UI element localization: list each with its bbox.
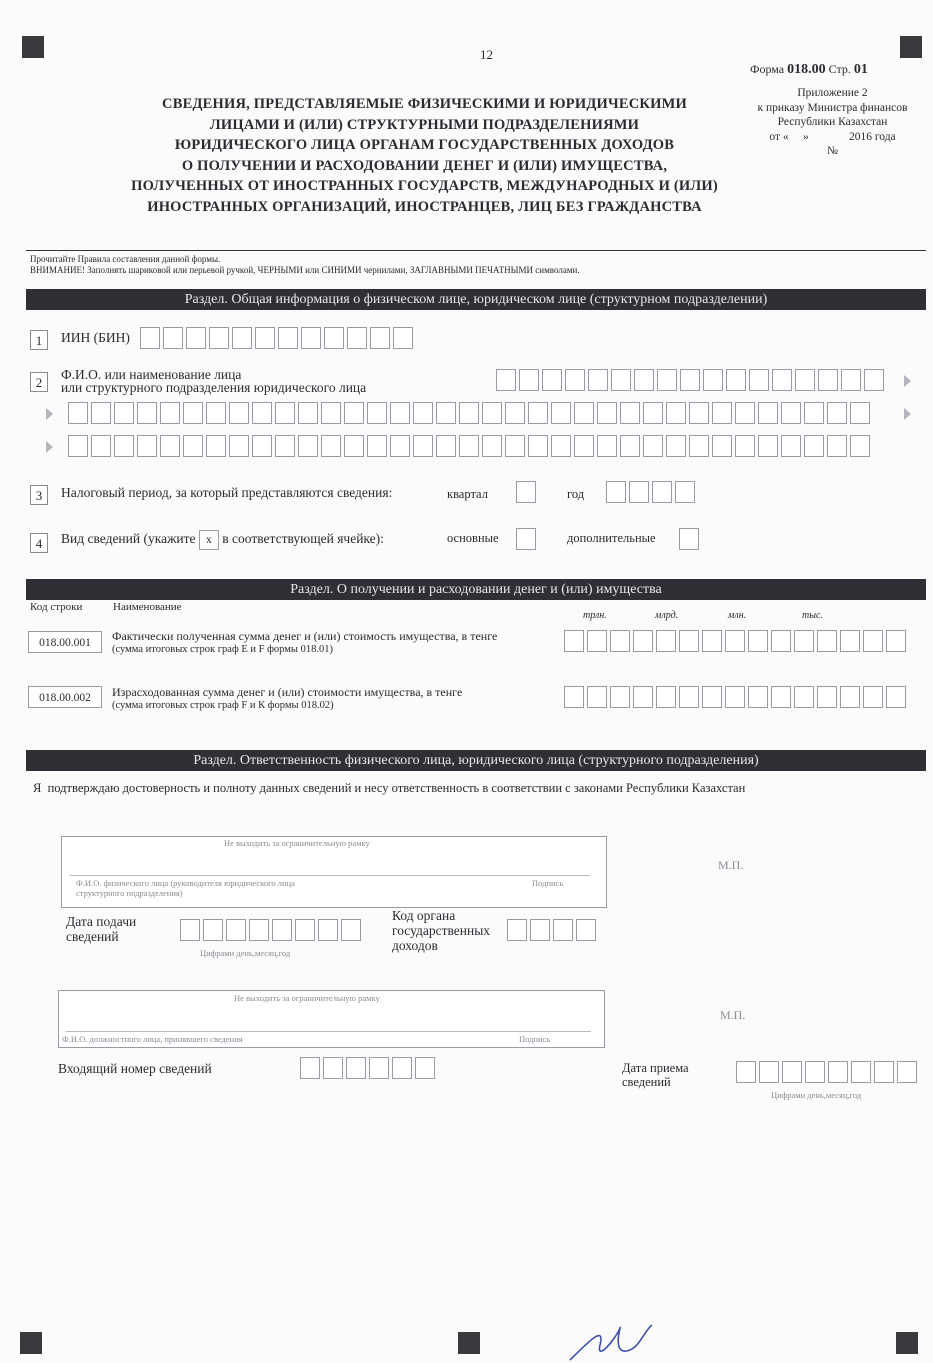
form-code: 018.00 [787, 62, 826, 77]
name-cell[interactable] [680, 369, 700, 391]
amount-cell[interactable] [748, 686, 768, 708]
name-cell[interactable] [206, 435, 226, 457]
row-name-line: (сумма итоговых строк граф Е и F формы 018.01) [112, 644, 333, 655]
name-cell[interactable] [183, 435, 203, 457]
name-cell[interactable] [137, 402, 157, 424]
amount-cell[interactable] [840, 630, 860, 652]
amount-cell[interactable] [794, 630, 814, 652]
iin-cell[interactable] [347, 327, 367, 349]
signature-box-hint: Не выходить за ограничительную рамку [234, 993, 380, 1003]
amount-cell[interactable] [725, 630, 745, 652]
instructions-line: ВНИМАНИЕ! Заполнять шариковой или перьевой ручкой, ЧЕРНЫМИ или СИНИМИ чернилами, ЗАГЛАВНЫМИ ПЕЧАТНЫМИ символами. [30, 265, 580, 275]
iin-cell[interactable] [278, 327, 298, 349]
name-cell[interactable] [413, 435, 433, 457]
instructions-line: Прочитайте Правила составления данной формы. [30, 254, 221, 264]
name-cell[interactable] [206, 402, 226, 424]
signature-name-caption [76, 878, 295, 898]
name-cell[interactable] [114, 402, 134, 424]
name-cell[interactable] [597, 402, 617, 424]
receipt-date-label [622, 1061, 689, 1089]
arrow-right-icon [46, 441, 53, 453]
row-code: 018.00.001 [28, 631, 102, 653]
quarter-label: квартал [447, 487, 488, 501]
name-cell[interactable] [712, 435, 732, 457]
year-input[interactable] [606, 481, 698, 503]
org-code-label [392, 908, 490, 953]
section-money-header: Раздел. О получении и расходовании денег и (или) имущества [26, 579, 926, 600]
field-number: 3 [30, 485, 48, 505]
field-number: 2 [30, 372, 48, 392]
iin-cell[interactable] [255, 327, 275, 349]
submission-date-input[interactable] [180, 919, 364, 941]
registration-marker-top-left [22, 36, 44, 58]
name-cell[interactable] [703, 369, 723, 391]
main-checkbox[interactable] [516, 528, 539, 550]
year-label: год [567, 487, 585, 501]
appendix-line: Приложение 2 [797, 87, 868, 99]
name-cell[interactable] [390, 435, 410, 457]
amount-cell[interactable] [564, 686, 584, 708]
name-cell[interactable] [367, 402, 387, 424]
name-cell[interactable] [841, 369, 861, 391]
info-type-text: в соответствующей ячейке): [222, 531, 384, 546]
appendix-block [735, 86, 930, 159]
spent-amount-input[interactable] [564, 686, 909, 708]
form-title [92, 94, 757, 217]
row-name-line: Фактически полученная сумма денег и (или) стоимость имущества, в тенге [112, 629, 498, 643]
name-cell[interactable] [795, 369, 815, 391]
amount-cell[interactable] [633, 686, 653, 708]
name-cell[interactable] [588, 369, 608, 391]
date-cell[interactable] [318, 919, 338, 941]
name-cell[interactable] [496, 369, 516, 391]
date-cell[interactable] [249, 919, 269, 941]
name-cell[interactable] [344, 402, 364, 424]
submission-date-label-line: сведений [66, 929, 119, 944]
name-cell[interactable] [137, 435, 157, 457]
name-cell[interactable] [712, 402, 732, 424]
iin-input[interactable] [140, 327, 416, 349]
form-id [750, 62, 868, 78]
row-name [112, 630, 497, 656]
signature-caption: Подпись [519, 1034, 551, 1044]
form-label: Форма [750, 62, 785, 76]
signature-name-caption-line: структурного подразделения) [76, 888, 183, 898]
name-cell[interactable] [574, 435, 594, 457]
name-cell[interactable] [252, 402, 272, 424]
quarter-cell[interactable] [516, 481, 536, 503]
org-code-cell[interactable] [553, 919, 573, 941]
registration-marker-bottom-right [896, 1332, 918, 1354]
name-cell[interactable] [689, 402, 709, 424]
name-cell[interactable] [114, 435, 134, 457]
signature-caption: Подпись [532, 878, 564, 888]
iin-cell[interactable] [232, 327, 252, 349]
date-format-caption: Цифрами день,месяц,год [771, 1090, 862, 1100]
name-cell[interactable] [275, 402, 295, 424]
title-line: ЮРИДИЧЕСКОГО ЛИЦА ОРГАНАМ ГОСУДАРСТВЕННЫХ ДОХОДОВ [174, 137, 675, 153]
arrow-right-icon [46, 408, 53, 420]
amount-cell[interactable] [771, 686, 791, 708]
name-cell[interactable] [634, 369, 654, 391]
incoming-cell[interactable] [300, 1057, 320, 1079]
title-line: О ПОЛУЧЕНИИ И РАСХОДОВАНИИ ДЕНЕГ И (ИЛИ) ИМУЩЕСТВА, [181, 157, 668, 174]
page-number: 12 [480, 47, 493, 62]
additional-checkbox[interactable] [679, 528, 702, 550]
col-name-header: Наименование [113, 601, 182, 613]
unit-billion: млрд. [655, 610, 679, 621]
title-line: ИНОСТРАННЫХ ОРГАНИЗАЦИЙ, ИНОСТРАНЦЕВ, ЛИЦ БЕЗ ГРАЖДАНСТВА [147, 198, 702, 215]
name-cell[interactable] [643, 435, 663, 457]
name-cell[interactable] [772, 369, 792, 391]
incoming-number-input[interactable] [300, 1057, 438, 1079]
iin-cell[interactable] [186, 327, 206, 349]
org-code-input[interactable] [507, 919, 599, 941]
name-cell[interactable] [781, 435, 801, 457]
amount-cell[interactable] [863, 630, 883, 652]
name-cell[interactable] [827, 402, 847, 424]
year-cell[interactable] [652, 481, 672, 503]
name-cell[interactable] [91, 435, 111, 457]
name-cell[interactable] [749, 369, 769, 391]
name-cell[interactable] [229, 435, 249, 457]
name-cell[interactable] [542, 369, 562, 391]
amount-cell[interactable] [702, 686, 722, 708]
incoming-cell[interactable] [415, 1057, 435, 1079]
iin-cell[interactable] [163, 327, 183, 349]
name-label-line: Ф.И.О. или наименование лица [61, 367, 242, 382]
name-cell[interactable] [505, 435, 525, 457]
name-cell[interactable] [519, 369, 539, 391]
name-cell[interactable] [505, 402, 525, 424]
divider [26, 250, 926, 251]
name-cell[interactable] [804, 435, 824, 457]
appendix-line: к приказу Министра финансов [757, 101, 908, 114]
name-cell[interactable] [864, 369, 884, 391]
name-cell[interactable] [666, 435, 686, 457]
unit-million: млн. [728, 610, 747, 621]
name-cell[interactable] [827, 435, 847, 457]
receipt-date-label-line: Дата приема [622, 1061, 689, 1075]
name-cell[interactable] [413, 402, 433, 424]
signature-line [70, 875, 590, 876]
registration-marker-top-right [900, 36, 922, 58]
incoming-cell[interactable] [323, 1057, 343, 1079]
name-cell[interactable] [850, 435, 870, 457]
receipt-cell[interactable] [805, 1061, 825, 1083]
row-name [112, 686, 462, 712]
receipt-cell[interactable] [897, 1061, 917, 1083]
org-code-cell[interactable] [507, 919, 527, 941]
date-cell[interactable] [295, 919, 315, 941]
name-cell[interactable] [321, 435, 341, 457]
name-cell[interactable] [735, 402, 755, 424]
name-cell[interactable] [528, 402, 548, 424]
signature-box-hint: Не выходить за ограничительную рамку [224, 838, 370, 848]
name-cell[interactable] [160, 402, 180, 424]
iin-label: ИИН (БИН) [61, 330, 130, 345]
year-cell[interactable] [606, 481, 626, 503]
name-cell[interactable] [758, 435, 778, 457]
name-input-row-2[interactable] [68, 402, 873, 424]
name-cell[interactable] [620, 402, 640, 424]
receipt-cell[interactable] [736, 1061, 756, 1083]
name-label [61, 368, 366, 394]
name-cell[interactable] [229, 402, 249, 424]
name-cell[interactable] [436, 435, 456, 457]
name-cell[interactable] [482, 435, 502, 457]
name-cell[interactable] [298, 435, 318, 457]
amount-cell[interactable] [587, 630, 607, 652]
section-responsibility-header: Раздел. Ответственность физического лица, юридического лица (структурного подразделения) [26, 750, 926, 771]
org-code-cell[interactable] [530, 919, 550, 941]
receipt-date-input[interactable] [736, 1061, 920, 1083]
appendix-line: № [827, 145, 838, 157]
name-cell[interactable] [611, 369, 631, 391]
amount-cell[interactable] [863, 686, 883, 708]
field-number: 1 [30, 330, 48, 350]
iin-cell[interactable] [140, 327, 160, 349]
submission-date-label [66, 914, 136, 944]
main-cell[interactable] [516, 528, 536, 550]
title-line: ПОЛУЧЕННЫХ ОТ ИНОСТРАННЫХ ГОСУДАРСТВ, МЕЖДУНАРОДНЫХ И (ИЛИ) [131, 178, 718, 194]
name-cell[interactable] [321, 402, 341, 424]
info-type-label [61, 530, 384, 550]
additional-label: дополнительные [567, 531, 656, 545]
receipt-cell[interactable] [874, 1061, 894, 1083]
stamp-label: М.П. [720, 1008, 746, 1022]
tax-period-label: Налоговый период, за который представляются сведения: [61, 485, 393, 500]
name-input-row-1[interactable] [496, 369, 887, 391]
name-cell[interactable] [298, 402, 318, 424]
name-cell[interactable] [551, 435, 571, 457]
name-cell[interactable] [565, 369, 585, 391]
receipt-cell[interactable] [851, 1061, 871, 1083]
incoming-cell[interactable] [369, 1057, 389, 1079]
officer-name-caption: Ф.И.О. должностного лица, принявшего сведения [62, 1034, 243, 1044]
col-code-header: Код строки [30, 601, 83, 613]
amount-cell[interactable] [794, 686, 814, 708]
amount-cell[interactable] [656, 630, 676, 652]
registration-marker-bottom-center [458, 1332, 480, 1354]
name-cell[interactable] [91, 402, 111, 424]
incoming-cell[interactable] [346, 1057, 366, 1079]
arrow-right-icon [904, 375, 911, 387]
row-code: 018.00.002 [28, 686, 102, 708]
amount-cell[interactable] [748, 630, 768, 652]
org-code-label-line: государственных [392, 923, 491, 938]
mark-example: x [199, 530, 219, 550]
name-cell[interactable] [657, 369, 677, 391]
org-code-label-line: доходов [392, 938, 438, 953]
name-cell[interactable] [781, 402, 801, 424]
amount-cell[interactable] [886, 686, 906, 708]
name-cell[interactable] [735, 435, 755, 457]
title-line: СВЕДЕНИЯ, ПРЕДСТАВЛЯЕМЫЕ ФИЗИЧЕСКИМИ И ЮРИДИЧЕСКИМИ [162, 96, 687, 112]
name-cell[interactable] [758, 402, 778, 424]
appendix-line: от « » 2016 года [769, 130, 896, 143]
name-cell[interactable] [643, 402, 663, 424]
name-cell[interactable] [620, 435, 640, 457]
name-cell[interactable] [344, 435, 364, 457]
org-code-label-line: Код органа [392, 908, 456, 923]
amount-cell[interactable] [564, 630, 584, 652]
date-cell[interactable] [226, 919, 246, 941]
receipt-cell[interactable] [759, 1061, 779, 1083]
name-cell[interactable] [252, 435, 272, 457]
title-line: ЛИЦАМИ И (ИЛИ) СТРУКТУРНЫМИ ПОДРАЗДЕЛЕНИЯМИ [209, 116, 640, 133]
name-cell[interactable] [68, 435, 88, 457]
amount-cell[interactable] [633, 630, 653, 652]
page-label: Стр. [828, 62, 851, 76]
registration-marker-bottom-left [20, 1332, 42, 1354]
name-cell[interactable] [528, 435, 548, 457]
amount-cell[interactable] [679, 630, 699, 652]
name-cell[interactable] [459, 402, 479, 424]
receipt-date-label-line: сведений [622, 1075, 671, 1089]
iin-cell[interactable] [324, 327, 344, 349]
name-cell[interactable] [804, 402, 824, 424]
received-amount-input[interactable] [564, 630, 909, 652]
incoming-number-label: Входящий номер сведений [58, 1061, 212, 1076]
name-cell[interactable] [436, 402, 456, 424]
name-cell[interactable] [482, 402, 502, 424]
name-cell[interactable] [459, 435, 479, 457]
name-cell[interactable] [666, 402, 686, 424]
amount-cell[interactable] [610, 686, 630, 708]
name-label-line: или структурного подразделения юридического лица [61, 380, 367, 395]
amount-cell[interactable] [817, 686, 837, 708]
info-type-text: Вид сведений (укажите [61, 531, 196, 546]
name-cell[interactable] [597, 435, 617, 457]
name-cell[interactable] [850, 402, 870, 424]
name-cell[interactable] [726, 369, 746, 391]
page-code: 01 [853, 62, 868, 77]
org-code-cell[interactable] [576, 919, 596, 941]
unit-thousand: тыс. [802, 610, 823, 621]
iin-cell[interactable] [370, 327, 390, 349]
amount-cell[interactable] [840, 686, 860, 708]
name-cell[interactable] [551, 402, 571, 424]
iin-cell[interactable] [393, 327, 413, 349]
submission-date-label-line: Дата подачи [66, 914, 137, 929]
amount-cell[interactable] [679, 686, 699, 708]
arrow-right-icon [904, 408, 911, 420]
amount-cell[interactable] [587, 686, 607, 708]
row-name-line: (сумма итоговых строк граф F и К формы 018.02) [112, 700, 334, 711]
iin-cell[interactable] [209, 327, 229, 349]
date-cell[interactable] [180, 919, 200, 941]
year-cell[interactable] [629, 481, 649, 503]
amount-cell[interactable] [817, 630, 837, 652]
iin-cell[interactable] [301, 327, 321, 349]
quarter-input[interactable] [516, 481, 539, 503]
field-number: 4 [30, 533, 48, 553]
amount-cell[interactable] [725, 686, 745, 708]
name-cell[interactable] [275, 435, 295, 457]
name-cell[interactable] [574, 402, 594, 424]
instructions [30, 254, 580, 276]
handwritten-signature [560, 1320, 670, 1363]
confirmation-statement: Я подтверждаю достоверность и полноту данных сведений и несу ответственность в соответствии с законами Республики Казахстан [33, 781, 746, 795]
row-name-line: Израсходованная сумма денег и (или) стоимости имущества, в тенге [112, 685, 463, 699]
section-general-header: Раздел. Общая информация о физическом лице, юридическом лице (структурном подразделении) [26, 289, 926, 310]
appendix-line: Республики Казахстан [777, 116, 888, 128]
unit-trillion: трлн. [583, 610, 607, 621]
amount-cell[interactable] [610, 630, 630, 652]
name-cell[interactable] [818, 369, 838, 391]
incoming-cell[interactable] [392, 1057, 412, 1079]
name-cell[interactable] [183, 402, 203, 424]
stamp-label: М.П. [718, 858, 744, 872]
date-cell[interactable] [272, 919, 292, 941]
receipt-cell[interactable] [828, 1061, 848, 1083]
name-cell[interactable] [390, 402, 410, 424]
main-label: основные [447, 531, 499, 545]
name-cell[interactable] [367, 435, 387, 457]
signature-line [66, 1031, 591, 1032]
amount-cell[interactable] [886, 630, 906, 652]
amount-cell[interactable] [702, 630, 722, 652]
amount-cell[interactable] [771, 630, 791, 652]
receipt-cell[interactable] [782, 1061, 802, 1083]
name-cell[interactable] [160, 435, 180, 457]
amount-cell[interactable] [656, 686, 676, 708]
date-format-caption: Цифрами день,месяц,год [200, 948, 291, 958]
name-cell[interactable] [689, 435, 709, 457]
name-cell[interactable] [68, 402, 88, 424]
additional-cell[interactable] [679, 528, 699, 550]
year-cell[interactable] [675, 481, 695, 503]
date-cell[interactable] [341, 919, 361, 941]
name-input-row-3[interactable] [68, 435, 873, 457]
signature-name-caption-line: Ф.И.О. физического лица (руководителя юридического лица [76, 878, 295, 888]
date-cell[interactable] [203, 919, 223, 941]
